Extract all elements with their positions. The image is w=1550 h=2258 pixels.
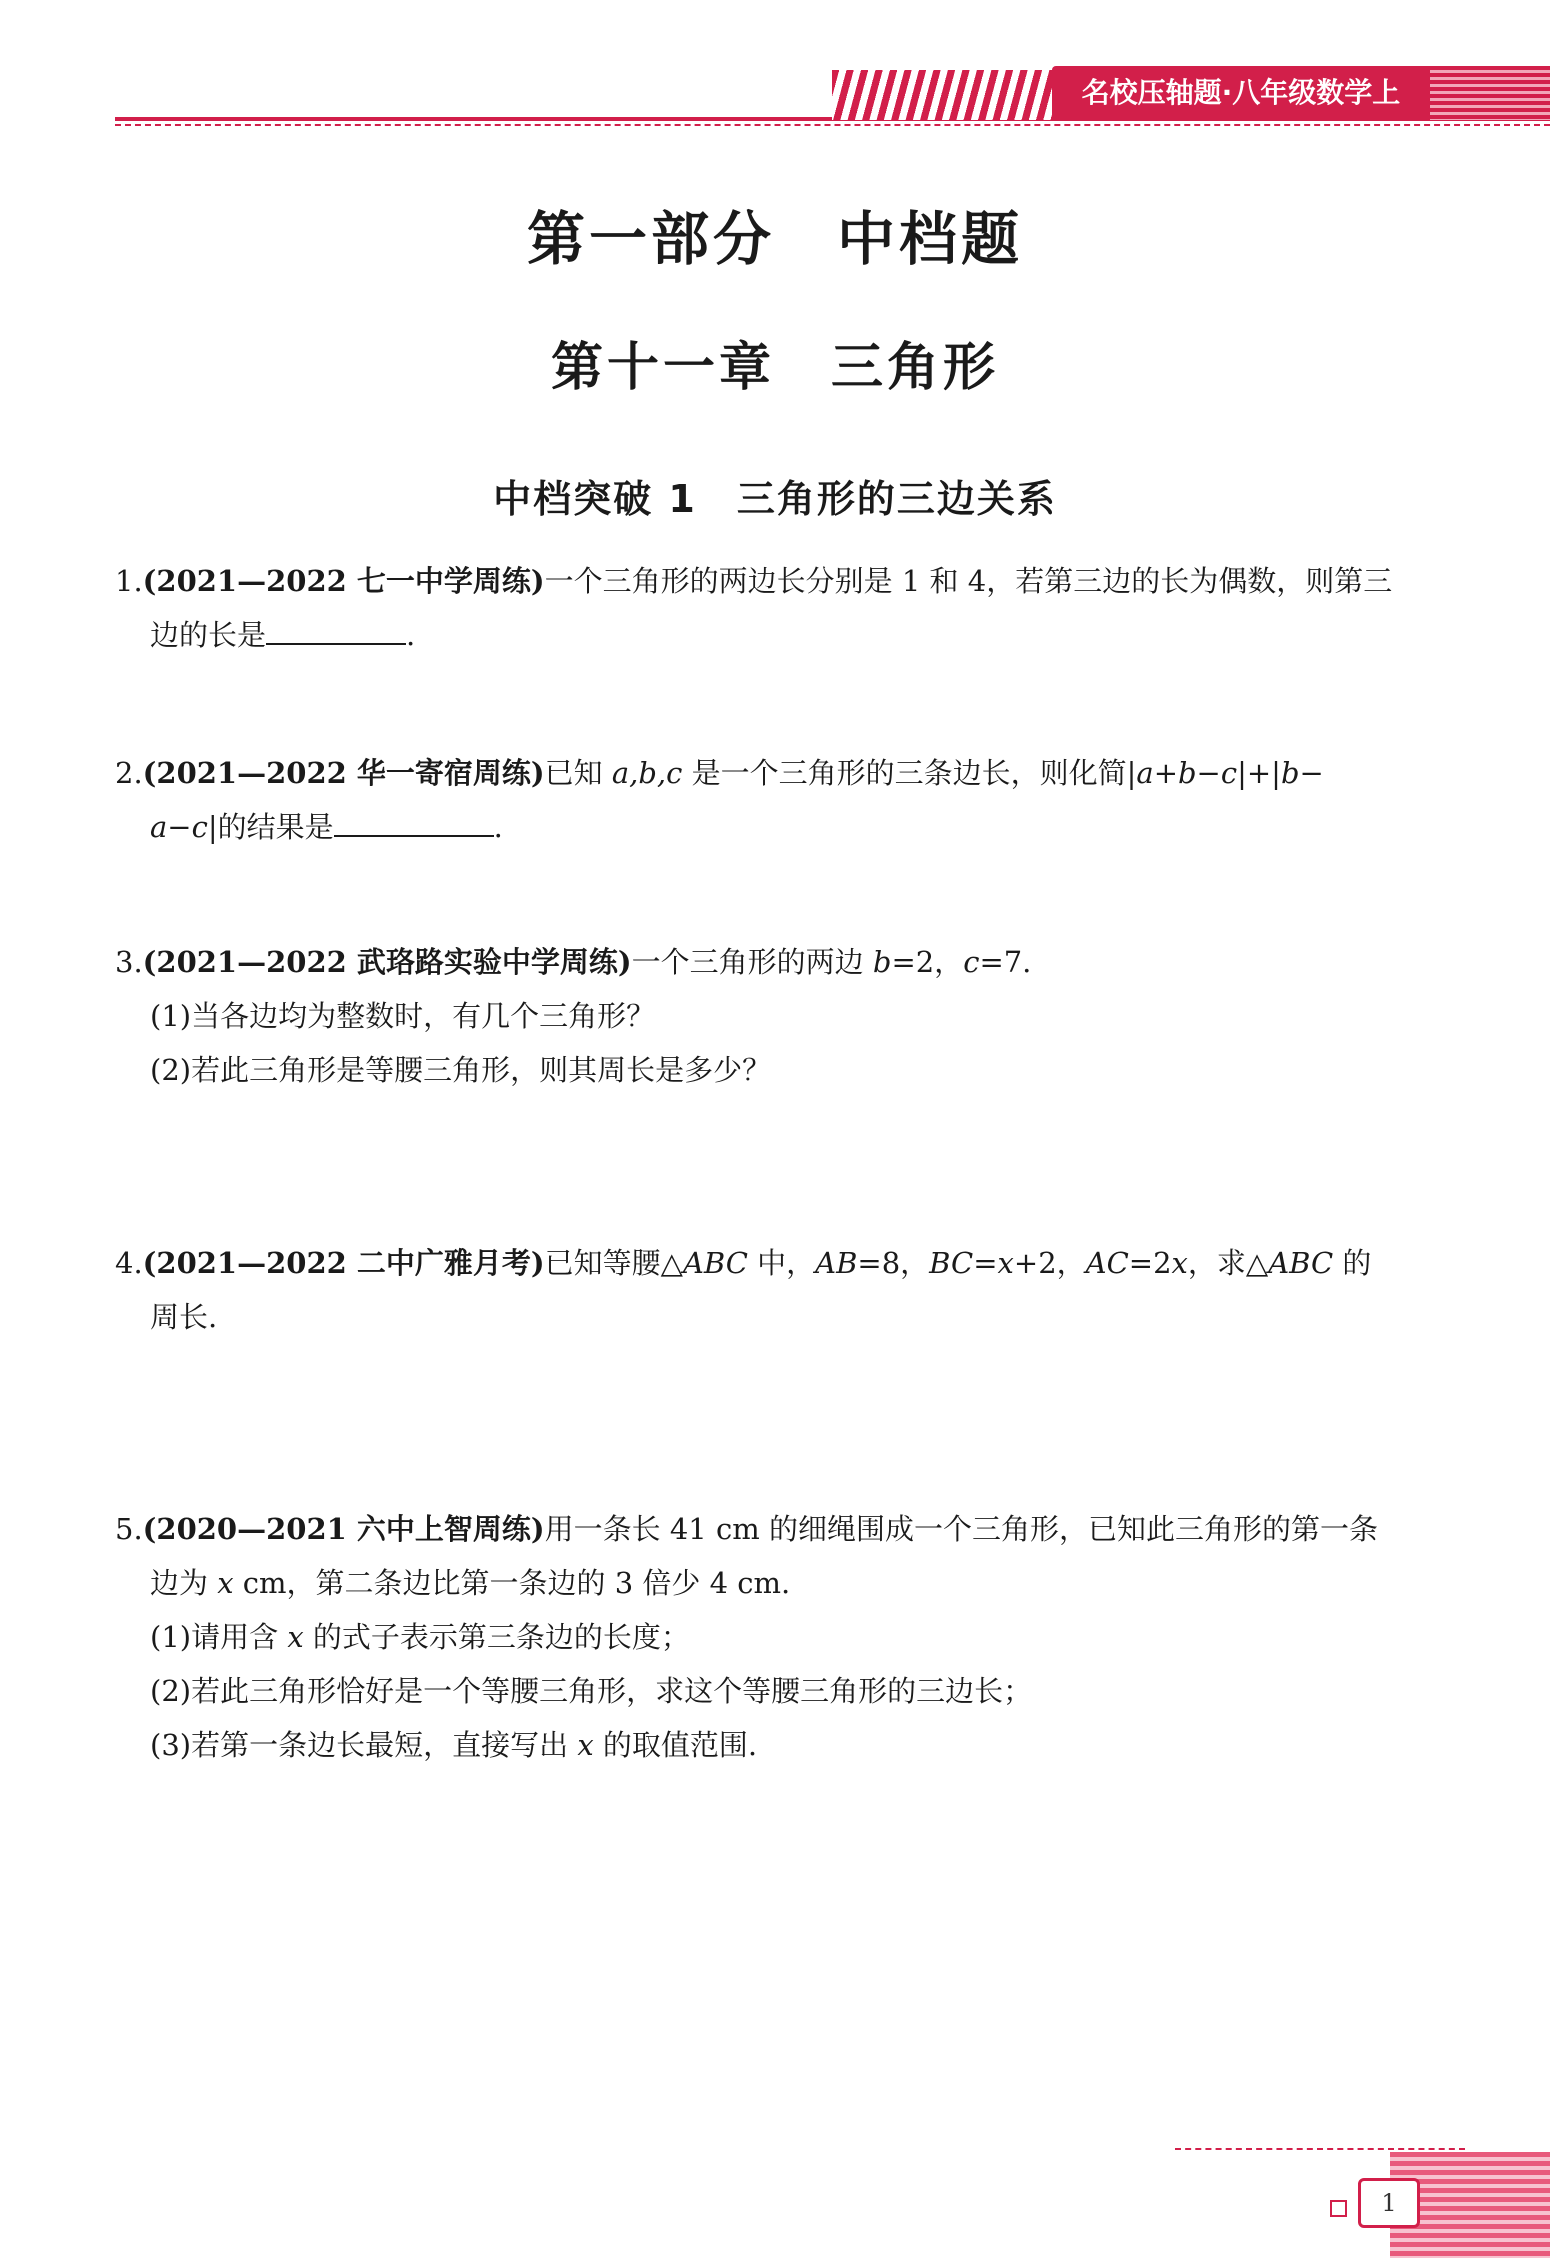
question-text: =2， bbox=[891, 945, 964, 979]
question-number: 2. bbox=[115, 756, 143, 790]
question-text: 已知等腰△ bbox=[544, 1246, 683, 1280]
sub-question-2: (2)若此三角形恰好是一个等腰三角形，求这个等腰三角形的三边长； bbox=[150, 1674, 1033, 1708]
math-expr: a−c bbox=[150, 810, 208, 844]
footer-dashed-rule bbox=[1175, 2148, 1465, 2150]
question-text: |的结果是 bbox=[207, 810, 334, 844]
math-var: AC bbox=[1085, 1246, 1129, 1280]
question-text: . bbox=[406, 618, 416, 652]
question-text: +2， bbox=[1013, 1246, 1086, 1280]
question-5 bbox=[115, 1502, 1435, 1772]
math-var: b bbox=[872, 945, 892, 979]
math-var: AB bbox=[815, 1246, 858, 1280]
footer-square-icon bbox=[1330, 2200, 1347, 2217]
math-var: x bbox=[287, 1620, 304, 1654]
question-text: =7. bbox=[979, 945, 1032, 979]
header-label: 名校压轴题·八年级数学上 bbox=[1052, 66, 1430, 120]
question-number: 1. bbox=[115, 564, 143, 598]
math-expr: b− bbox=[1280, 756, 1324, 790]
math-var: x bbox=[997, 1246, 1014, 1280]
question-1 bbox=[115, 554, 1435, 662]
header-dashed-rule bbox=[115, 124, 1550, 126]
question-source: (2021—2022 华一寄宿周练) bbox=[142, 756, 545, 790]
part-title: 第一部分 中档题 bbox=[526, 205, 1023, 273]
question-source: (2021—2022 七一中学周练) bbox=[142, 564, 545, 598]
question-3 bbox=[115, 935, 1435, 1097]
math-var: ABC bbox=[1268, 1246, 1334, 1280]
answer-blank[interactable] bbox=[334, 803, 494, 837]
sub-question-3: (3)若第一条边长最短，直接写出 x 的取值范围. bbox=[150, 1728, 758, 1762]
question-text: 边的长是 bbox=[150, 618, 267, 652]
question-text: 已知 bbox=[544, 756, 612, 790]
header-stripes bbox=[832, 70, 1052, 120]
question-number: 5. bbox=[115, 1512, 143, 1546]
math-var: x bbox=[217, 1566, 234, 1600]
question-text: 一个三角形的两边长分别是 1 和 4，若第三边的长为偶数，则第三 bbox=[544, 564, 1393, 598]
math-var: BC bbox=[929, 1246, 974, 1280]
question-text: . bbox=[493, 810, 503, 844]
question-2 bbox=[115, 746, 1435, 854]
page-number: 1 bbox=[1358, 2178, 1420, 2228]
question-text: ，求△ bbox=[1187, 1246, 1269, 1280]
question-text: |+| bbox=[1237, 756, 1281, 790]
question-text: 周长. bbox=[150, 1300, 218, 1334]
question-source: (2020—2021 六中上智周练) bbox=[142, 1512, 545, 1546]
math-var: x bbox=[1171, 1246, 1188, 1280]
math-var: a,b,c bbox=[611, 756, 683, 790]
math-expr: a+b−c bbox=[1136, 756, 1238, 790]
question-text: =2 bbox=[1128, 1246, 1172, 1280]
sub-question-1: (1)请用含 x 的式子表示第三条边的长度； bbox=[150, 1620, 690, 1654]
question-text: =8， bbox=[857, 1246, 930, 1280]
question-text: 的 bbox=[1333, 1246, 1372, 1280]
sub-question-1: (1)当各边均为整数时，有几个三角形？ bbox=[150, 999, 656, 1033]
question-text: 用一条长 41 cm 的细绳围成一个三角形，已知此三角形的第一条 bbox=[544, 1512, 1378, 1546]
chapter-title: 第十一章 三角形 bbox=[550, 337, 999, 398]
sub-question-2: (2)若此三角形是等腰三角形，则其周长是多少？ bbox=[150, 1053, 772, 1087]
section-title: 中档突破 1 三角形的三边关系 bbox=[493, 477, 1057, 521]
math-var: x bbox=[577, 1728, 594, 1762]
answer-blank[interactable] bbox=[266, 611, 406, 645]
question-source: (2021—2022 武珞路实验中学周练) bbox=[142, 945, 632, 979]
question-number: 4. bbox=[115, 1246, 143, 1280]
question-text: 边为 bbox=[150, 1566, 218, 1600]
header-right-block bbox=[1430, 66, 1550, 120]
math-var: c bbox=[963, 945, 980, 979]
question-number: 3. bbox=[115, 945, 143, 979]
question-text: = bbox=[973, 1246, 998, 1280]
question-4 bbox=[115, 1236, 1435, 1344]
question-source: (2021—2022 二中广雅月考) bbox=[142, 1246, 545, 1280]
question-text: 一个三角形的两边 bbox=[631, 945, 873, 979]
math-var: ABC bbox=[682, 1246, 748, 1280]
question-text: cm，第二条边比第一条边的 3 倍少 4 cm. bbox=[233, 1566, 791, 1600]
question-text: 中， bbox=[747, 1246, 816, 1280]
question-text: 是一个三角形的三条边长，则化简| bbox=[682, 756, 1137, 790]
